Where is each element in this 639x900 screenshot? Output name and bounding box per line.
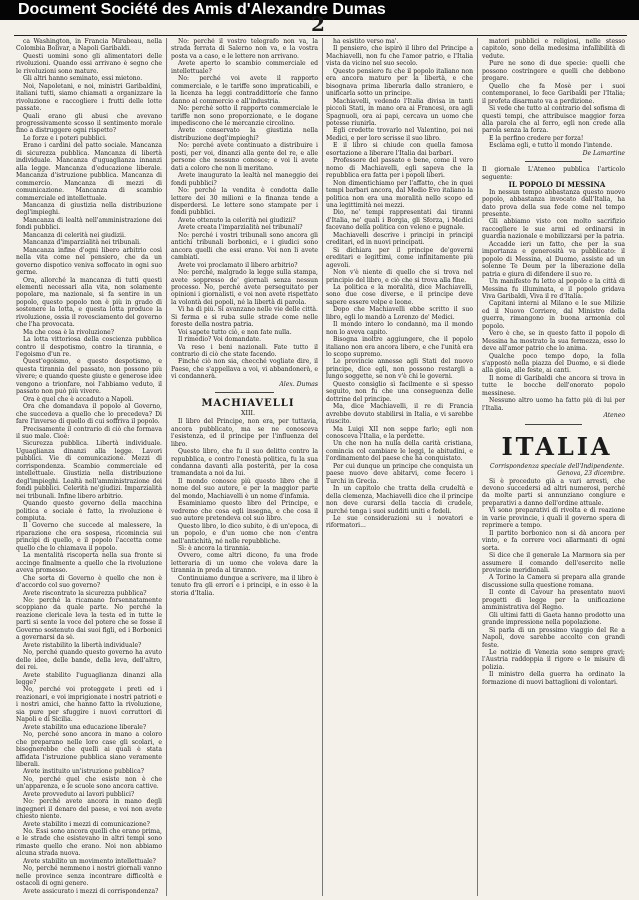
paragraph: Mancanza di celerità nei giudizii. (23, 231, 126, 239)
paragraph: Voi sapete tutto ciò, e non fate nulla. (178, 328, 292, 336)
paragraph: Esaminiamo questo libro del Principe, e vedremo che cosa egli insegna, e che cosa il suo autore pretendeva col suo libro. (171, 500, 318, 523)
section-rule (215, 392, 274, 393)
paragraph: Dio, ne' tempi rappresentati dai tiranni d'Italia, ne' quali i Borgia, gli Sforza, i Medici facevano della politica con veleno e pugnale. (326, 209, 473, 232)
paragraph: Qualche poco tempo dopo, la folla s'appostò nella piazza del Duomo, e si diede alla gioia, alle feste, ai canti. (482, 352, 625, 375)
paragraph: Ora è quel che è accaduto a Napoli. (23, 395, 134, 403)
paragraph: Il libro del Principe, non era, per tuttavia, ancora pubblicato, ma se ne conosceva l'esistenza, ed il principe per l'influenza del libro. (171, 418, 318, 448)
paragraph: Le forze e i poteri pubblici. (23, 134, 107, 142)
paragraph: Sicurezza pubblica. Libertà individuale. Uguaglianza dinanzi alla legge. Lavori pubblici. Vie di comunicazione. Mezzi di corrispondenza. Scambio commerciale ed intellettuale. Giustizia nella distribuzione degl'impieghi. Lealtà nell'amministrazione dei fondi pubblici. Celerità ne'giudizi. Imparzialità nei tribunali. Infine libero arbitrio. (16, 440, 162, 500)
paragraph: Machiavelli, vedendo l'Italia divisa in tanti piccoli Stati, in mano ora ai Francesi, ora agli Spagnuoli, ora ai papi, cercava un uomo che potesse riunirla. (326, 97, 473, 127)
paragraph: Il partito borbonico non si dà ancora per vinto, e fa correre voci allarmanti di ogni sorta. (482, 529, 625, 552)
paragraph: matori pubblici e religiosi, nelle stesso capitolo, sono della medesima infallibilità di vedute. (482, 38, 625, 60)
paragraph: Bisogna inoltre aggiungere, che il popolo italiano non era ancora libero, e che l'unità era lo scopo supremo. (326, 336, 473, 359)
paragraph: Le sue considerazioni su i novatori e riformatori... (326, 515, 473, 530)
paragraph: Ora, allorché la mancanza di tutti questi elementi necessari alla vita, non solamente popolare, ma nazionale, si fa sentire in un popolo, questo popolo non è più in grado di sostenere la lotta, e questa lotta produce la rivoluzione, ossia il rovesciamento del governo che l'ha provocata. (16, 276, 162, 329)
paragraph: Avete provveduto ai lavori pubblici? (23, 790, 135, 798)
paragraph: Egli credette trovarlo nel Valentino, poi nei Medici, e per loro scrisse il suo libro. (326, 127, 473, 142)
paragraph: Si vede che tutto al contrario del sofisma di questi tempi, che attribuisce maggior forza alla parola che al ferro, egli non crede alla parola senza la forza. (482, 105, 625, 135)
paragraph: Avete stabilito l'uguaglianza dinanzi alla legge? (16, 671, 162, 686)
column-3 (326, 38, 473, 896)
paragraph: Mancanza di lealtà nell'amministrazione dei fondi pubblici. (16, 216, 162, 232)
paragraph: Vero è che, se in questo fatto il popolo di Messina ha mostrato la sua fermezza, esso lo deve all'amor patrio che lo anima. (482, 330, 625, 353)
paragraph: Avete riscontrato la sicurezza pubblica? (23, 589, 147, 597)
paragraph: La mentalità riscoperta nella sua fronte si accinge finalmente a quello che la rivoluzione aveva promesso. (16, 552, 162, 575)
paragraph: Si parla di un prossimo viaggio del Re a Napoli, dove sarebbe accolto con grandi feste. (482, 626, 625, 649)
paragraph: Continuiamo dunque a scrivere, ma il libro è tenuto fra gli errori e i principi, e in esso è la storia d'Italia. (171, 574, 318, 597)
paragraph: Pure ne sono di due specie: quelli che possono costringere e quelli che debbono pregare. (482, 60, 625, 83)
paragraph: Che sorta di Governo è quello che non è d'accordo col suo governo? (16, 574, 162, 590)
paragraph: Mancanza di giustizia nella distribuzione degl'impieghi. (16, 201, 162, 217)
paragraph: Avete conservato la giustizia nella distribuzione degl'impieghi? (171, 127, 318, 142)
paragraph: Non dimentichiamo per l'affatto, che in quei tempi barbari ancora, dal Medio Evo italiano la politica non era una moralità nello scopo ed una legittimità nei mezzi. (326, 179, 473, 209)
paragraph: Un che non ha nulla della carità cristiana, comincia col cambiare le leggi, le abitudini, e l'ordinamento del paese che ha conquistato. (326, 440, 473, 463)
popolo-messina-text (482, 189, 625, 420)
paragraph: Il rimedio? Voi domandate. (178, 336, 262, 344)
paragraph: Alex. Dumas (279, 380, 318, 388)
paragraph: No, perché nemmeno i nostri giornali vanno nelle province senza incontrare difficoltà e ostacoli di ogni genere. (16, 865, 162, 888)
paragraph: Il ministro della guerra ha ordinato la formazione di nuovi battaglioni di volontari. (482, 671, 625, 686)
italia-text (482, 478, 625, 687)
paragraph: Vi sono preparativi di rivolta e di reazione in varie provincie, i quali il governo spera di reprimere a tempo. (482, 507, 625, 530)
page-number: 2 (311, 12, 325, 36)
paragraph: Esclama egli, e tutto il mondo l'intende. (489, 142, 613, 150)
italia-subtitle: Corrispondenza speciale dell'Indipendente. (489, 462, 625, 470)
paragraph: Machiavelli descrive i principi in principi creditari, ed in nuovi principati. (326, 231, 473, 247)
paragraph: Erano i cardini del patto sociale. Mancanza di sicurezza pubblica. Mancanza di libertà individuale. Mancanza d'uguaglianza innanzi alla legge. Mancanza d'educazione liberale. Mancanza d'istruzione pubblica. Mancanza di commercio. Mancanza di mezzi di comunicazione. Mancanza di scambio commerciale ed intellettuale. (16, 142, 162, 202)
column-2-top-text (171, 38, 318, 388)
italia-place-date: Genova, 23 dicembre. (557, 470, 625, 478)
paragraph: Si dichiara per il principe de'governi ereditari e legittimi, come infinitamente più agevoli. (326, 246, 473, 269)
paragraph: Quando questo governo della macchina politica e sociale è fatto, la rivoluzione è compiuta. (16, 500, 162, 522)
paragraph: Finché ciò non sia, checché vogliate dire, il Paese, che s'appellava a voi, vi abbandonerà, e vi condannerà. (171, 358, 318, 381)
paragraph: No, perché sono ancora in mano a coloro che preparano nelle loro case gli scolari, e bisognerebbe che quelli ai quali è stata affidata l'istruzione pubblica siano veramente liberali. (16, 731, 162, 768)
paragraph: Questo consiglio sì facilmente e sì spesso seguito, non fu che una conseguenza delle dottrine del principe. (326, 380, 473, 403)
section-rule-2 (525, 161, 582, 162)
paragraph: Quali erano gli abusi che avevano progressivamente scosso il sentimento morale fino a distruggere ogni rispetto? (16, 112, 162, 135)
paragraph: No: perché il vostro telegrafo non va, la strada ferrata di Salerno non va, e la vostra posta va a caso, e le lettere non arrivano. (171, 38, 318, 60)
paragraph: Nessuno altro uomo ha fatto più di lui per l'Italia. (482, 397, 625, 412)
column-separator-1 (166, 38, 167, 896)
header-rule (14, 35, 627, 36)
column-separator-2 (322, 38, 323, 896)
paragraph: Ma che cosa è la rivoluzione? (23, 328, 115, 336)
paragraph: Ovvero, come altri dicono, fu una frode letteraria di un uomo che voleva dare la tirannia in preda al tiranno. (171, 552, 318, 575)
machiavelli-text (171, 418, 318, 597)
paragraph: No: perché voi avete il rapporto commerciale, e le tariffe sono impraticabili, e la licenza ha leggi contraddittorie che fanno danno al commercio e all'industria. (171, 75, 318, 105)
column-separator-3 (477, 38, 478, 896)
notice-text: Il giornale L'Ateneo pubblica l'articolo seguente: (482, 166, 625, 181)
paragraph: Avete instituito un'istruzione pubblica? (23, 768, 144, 776)
paragraph: Questi uomini sono gli alimentatori delle rivoluzioni. Quando essi arrivano è segno che le rivoluzioni sono mature. (16, 52, 162, 75)
paragraph: Ateneo (603, 412, 625, 420)
paragraph: Quest'egoismo, e questo despotismo, e questa tirannia del passato, non possono più vivere; e quando queste giuste e generose idee vengono a trionfare, noi l'abbiamo veduto, il passato non può più vivere. (16, 358, 162, 396)
paragraph: Il conte di Cavour ha presentato nuovi progetti di legge per la unificazione amministrativa del Regno. (482, 589, 625, 612)
paragraph: Le notizie di Venezia sono sempre gravi; l'Austria raddoppia il rigore e le misure di polizia. (482, 648, 625, 671)
paragraph: Il mondo intero lo condannò, ma il mondo non lo aveva capito. (326, 321, 473, 336)
paragraph: No, perché voi proteggete i preti ed i reazionari, e voi imprigionate i nostri patrioti e i nostri amici, che hanno fatto la rivoluzione, sia pure per sfuggire i nuovi corruttori di Napoli e di Sicilia. (16, 686, 162, 724)
paragraph: Questo libro, lo dico subito, è di un'epoca, di un popolo, e d'un uomo che non c'entra nell'antichità, né nelle repubbliche. (171, 522, 318, 545)
paragraph: E la perfino credere per forza! (489, 134, 584, 142)
paragraph: Capitani interni al Milano e le sue Milizie ed il Nuovo Corriere, dal Ministro della guerra, rimangono in buona armonia col popolo. (482, 300, 625, 330)
paragraph: La lotta vittoriosa della coscienza pubblica contro il despotismo, contro la tirannia, e l'egoismo d'un re. (16, 336, 162, 359)
paragraph: No: perché i vostri tribunali sono ancora gli antichi tribunali borbonici, e i giudici sono ancora quelli che essi erano. Voi non li avete cambiati. (171, 231, 318, 262)
paragraph: No. Essi sono ancora quelli che erano prima, e le strade che esistevano in altri tempi sono rimaste quello che erano. Noi non abbiamo alcuna strada nuova. (16, 828, 162, 858)
paragraph: Ma, dice Machiavelli, il re di Francia avrebbe dovuto stabilirsi in Italia, e vi sarebbe riuscito. (326, 403, 473, 426)
machiavelli-title: MACHIAVELLI (201, 398, 295, 410)
paragraph: La politica e la moralità, dice Machiavelli, sono due cose diverse, e il principe deve sapere essere volpe e leone. (326, 283, 473, 306)
paragraph: No: perché avete continuato a distribuire i posti, per voi, dinanzi alla gente del re, e alle persone che nessuno conosce; e voi li avete dati a coloro che non li meritano. (171, 142, 318, 172)
paragraph: Gli ultimi fatti di Gaeta hanno prodotto una grande impressione nella popolazione. (482, 611, 625, 627)
paragraph: Questo pensiero fu che il popolo italiano non era ancora maturo per la libertà, e che bisognava prima liberarla dallo straniero, e unificarla sotto un principe. (326, 67, 473, 98)
paragraph: De Lamartine (582, 149, 625, 157)
paragraph: Le provincie annesse agli Stati del nuovo principe, dice egli, non possono restargli a lungo soggette, se non v'è chi le governi. (326, 358, 473, 381)
paragraph: No: perché sotto il rapporto commerciale le tariffe non sono proporzionate, e le dogane impediscono che le mercanzie circolino. (171, 105, 318, 127)
paragraph: Gli altri hanno seminato, essi mietono. (23, 75, 143, 83)
paragraph: Il Governo che succede al malessere, la riparazione che era sospesa, ricomincia sui princìpi di quello, e il popolo l'accetta come quello che lo chiamava il popolo. (16, 522, 162, 552)
paragraph: Questo libro, che fu il suo delitto contro la repubblica, e contro l'onestà politica, fu la sua condanna davanti alla posterità, per la cosa tramandata a noi da lui. (171, 448, 318, 478)
paragraph: No, perché quel che esiste non è che un'apparenza, e le scuole sono ancora cattive. (16, 775, 162, 791)
paragraph: Il nome di Garibaldi che ancora si trova in tutte le bocche dell'onorato popolo messinese. (482, 374, 625, 397)
paragraph: No: perché la vendita è condotta dalle lettere dei 30 milioni e la finanza tende a disperdersi. Le lettere sono stampate per i fondi pubblici. (171, 187, 318, 217)
paragraph: Un manifesto fu letto al popolo e la città di Messina fu illuminata, e il popolo gridava Viva Garibaldi, Viva il re d'Italia. (482, 278, 625, 300)
paragraph: Avete aperto lo scambio commerciale ed intellettuale? (171, 60, 318, 75)
paragraph: Vi ha di più. Si avanzano nelle vie delle città. Si ferma e si ruba sulle strade come nelle foreste della nostra patria. (171, 306, 318, 329)
paragraph: No: perché, malgrado la legge sulla stampa, avete soppresso de' giornali senza nessun processo. No, perché avete perseguitato per opinioni i giornalisti, e voi non avete rispettato la volontà dei popoli, né la libertà di parola. (171, 269, 318, 306)
paragraph: Noi, Napoletani, e noi, ministri Garibaldini, italiani tutti, siamo chiamati a organizzare la rivoluzione e raccogliere i frutti delle lotte passate. (16, 82, 162, 113)
paragraph: Per cui dunque un principe che conquista un paese nuovo deve abitarvi, come fecero i Turchi in Grecia. (326, 462, 473, 485)
column-1 (16, 38, 162, 896)
paragraph: Professore del passato e bene, come il vero nomo di Machiavelli, egli sapeva che la repubblica era fatta per i popoli liberi. (326, 157, 473, 180)
paragraph: Accadde ieri un fatto, che per la sua importanza e generosità va pubblicato: il popolo di Messina, al Duomo, assiste ad un solenne Te Deum per la liberazione della patria e giura di difendere il suo re. (482, 240, 625, 278)
paragraph: ca Washington, in Francia Mirabeau, nella Colombia Bolivar, a Napoli Garibaldi. (16, 38, 162, 53)
paragraph: E il libro si chiude con quella famosa esortazione a liberare l'Italia dai barbari. (326, 142, 473, 157)
section-rule-3 (525, 424, 582, 425)
paragraph: Si dice che il generale La Marmora sia per assumere il comando dell'esercito nelle provincie meridionali. (482, 552, 625, 574)
paragraph: Gli abbiamo visto con molto sacrifizio raccogliere le sue armi ed ordinarsi in guardia nazionale e mobilizzarsi per la patria. (482, 218, 625, 241)
paragraph: Mancanza d'imparzialità nei tribunali. (23, 239, 141, 247)
paragraph: No: perché la ricamano forsennatamente scoppiano da quale parte. No perché la reazione clericale leva la testa ed in tutte le parti si sente la voce del potere che se fosse il Governo sostenuto dai suoi figli, ed i Borbonici a governarsi da sè. (16, 596, 162, 642)
paragraph: Avete creata l'imparzialità nei tribunali? (178, 224, 303, 232)
paragraph: Avete voi proclamato il libero arbitrio? (178, 261, 298, 269)
paragraph: No: perché avete ancora in mano degli ingegneri il denaro del paese, e voi non avete chiesto niente. (16, 798, 162, 821)
column-2 (171, 38, 318, 896)
paragraph: Mancanza infine d'ogni libero arbitrio così nella vita come nel pensiero, che da un governo dispotico veniva soffocato in ogni suo germe. (16, 246, 162, 277)
paragraph: Il pensiero, che ispirò il libro del Principe a Machiavelli, non fu che l'amor patrio, e l'Italia vista da vicino nel suo secolo. (326, 45, 473, 68)
paragraph: Avete stabilito un movimento intellettuale? (23, 857, 156, 865)
paragraph: Si è proceduto già a vari arresti, che devono succedersi ad altri numerosi, perché da molte parti si annunziano congiure e preparativi a danno dell'ordine attuale. (482, 477, 625, 507)
banner-title: Document Société des Amis d'Alexandre Dumas (18, 1, 386, 18)
machiavelli-chapter: XIII. (241, 410, 255, 418)
paragraph: Avete ristabilito la libertà individuale? (23, 641, 142, 649)
paragraph: In un capitolo che tratta della crudeltà e della clemenza, Machiavelli dice che il principe non deve curarsi della taccia di crudele, purché tenga i suoi sudditi uniti e fedeli. (326, 485, 473, 515)
paragraph: Il mondo conosce più questo libro che il nome del suo autore, e per la maggior parte del mondo, Machiavelli è un nome d'infamia. (171, 477, 318, 500)
paragraph: Precisamente il contrario di ciò che formava il suo male. Cioè: (16, 425, 162, 441)
paragraph: No, perché quando questo governo ha avuto delle idee, delle bande, della leva, dell'altro, dei rei. (16, 649, 162, 672)
paragraph: Avete assicurato i mezzi di corrispondenza? (23, 887, 159, 895)
paragraph: Avete stabilito una educazione liberale? (23, 723, 147, 731)
paragraph: Ma Luigi XII non seppe farlo; egli non conosceva l'Italia, e la perdette. (326, 425, 473, 441)
paragraph: ha esistito verso ma'. (333, 38, 399, 45)
paragraph: Ora che domandava il popolo al Governo, che succedeva a quello che lo precedeva? Di fare l'inverso di quello di cui soffriva il popolo. (16, 403, 162, 426)
column-4 (482, 38, 625, 896)
italia-title: ITALIA (501, 431, 613, 461)
paragraph: In nessun tempo abbastanza questo nuovo popolo, abbastanza invocato dall'Italia, ha dato prova della sua fede come nel tempo presente. (482, 188, 625, 218)
paragraph: Sì: è ancora la tirannia. (178, 545, 251, 552)
paragraph: Avete ottenuto la celerità nei giudizii? (178, 216, 296, 224)
column-4-top-text (482, 38, 625, 157)
paragraph: Quello che fa Mosè per i suoi contemporanei, lo fece Garibaldi per l'Italia; il profeta disarmato va a perdizione. (482, 82, 625, 105)
paragraph: Avete inaugurato la lealtà nel maneggio dei fondi pubblici? (171, 172, 318, 187)
paragraph: Avete stabilito i mezzi di comunicazione? (23, 820, 150, 828)
paragraph: Non v'è niente di quello che si trova nel principio del libro, e ciò che si trova alla fine. (326, 269, 473, 284)
paragraph: A Torino la Camera si prepara alla grande discussione sulla questione romana. (482, 574, 625, 589)
paragraph: Dopo che Machiavelli ebbe scritto il suo libro, egli lo mandò a Lorenzo de' Medici. (326, 306, 473, 321)
popolo-messina-title: IL POPOLO DI MESSINA (508, 180, 606, 190)
paragraph: Va reso i beni nazionali. Fate tutto il contrario di ciò che state facendo. (171, 343, 318, 359)
